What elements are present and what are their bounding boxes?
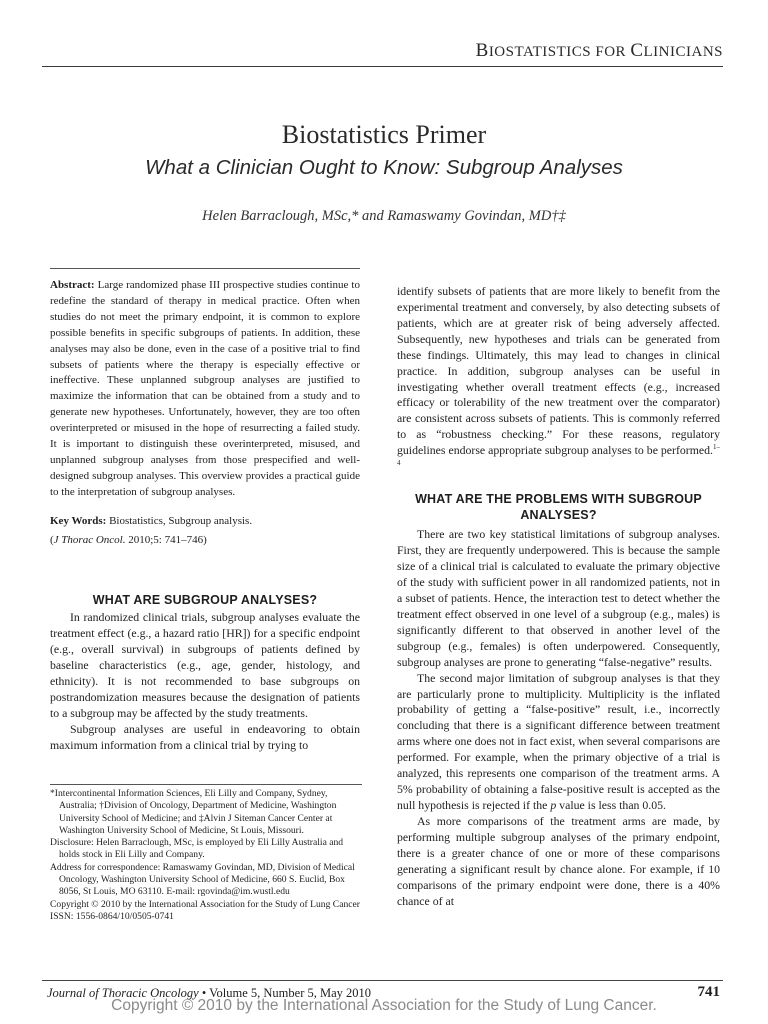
- banner-text-clinicians: LINICIANS: [643, 44, 723, 60]
- banner-letter-c: C: [630, 40, 644, 61]
- banner-letter: B: [475, 40, 489, 61]
- citation: [50, 533, 360, 548]
- abstract-text: Large randomized phase III prospective studies continue to redefine the standard of therapy in medical practice. Often when studies do not meet the primary endpoint, it is common to explore possible benefits in specific subgroups of patients. In addition, these analyses may also be done, even in the case of a positive trial to find subsets of patients where the therapy is especially effective or ineffective. These unplanned subgroup analyses are justified to maximize the information that can be obtained from a study and to generate new hypotheses. Unfortunately, however, they are too often overinterpreted or misused in the hope of resurrecting a failed study. It is important to distinguish these overinterpreted, misused, and unplanned subgroup analyses from those prespecified and well-designed subgroup analyses. This overview provides a practical guide to the interpretation of subgroup analyses.: [50, 279, 360, 498]
- paragraph-text-end: value is less than 0.05.: [556, 798, 666, 813]
- footer-volume: • Volume 5, Number 5, May 2010: [198, 986, 372, 1000]
- paragraph: There are two key statistical limitations of subgroup analyses. First, they are frequently underpowered. This is because the sample size of a clinical trial is calculated to evaluate the primary objective of the study with sufficient power in all randomized patients, not in a subset of patients. Hence, the interaction test to detect whether the treatment effect observed in one level of a subgroup (e.g., males) is significantly different to that observed in another level of the subgroup (e.g., females) is often underpowered. Consequently, subgroup analyses are prone to generating “false-negative” results.: [397, 527, 720, 669]
- footer-journal-name: Journal of Thoracic Oncology: [47, 986, 199, 1000]
- article-authors: Helen Barraclough, MSc,* and Ramaswamy Govindan, MD†‡: [202, 208, 566, 224]
- paragraph: Subgroup analyses are useful in endeavoring to obtain maximum information from a clinical trial by trying to: [50, 721, 360, 752]
- section-heading-problems: WHAT ARE THE PROBLEMS WITH SUBGROUP ANALYSES?: [415, 492, 702, 522]
- abstract-label: Abstract:: [50, 279, 95, 291]
- paragraph: In randomized clinical trials, subgroup analyses evaluate the treatment effect (e.g., a hazard ratio [HR]) for a specific endpoint (e.g., overall survival) in subgroups of patients defined by baseline characteristics (e.g., age, gender, histology, and ethnicity). It is not recommended to base subgroups on postrandomization measures because the designation of patients to a subgroup may be affected by the study treatments.: [50, 610, 360, 720]
- section1-body: [50, 610, 360, 754]
- footnote-disclosure: Disclosure: Helen Barraclough, MSc, is employed by Eli Lilly Australia and holds stock in Eli Lilly and Company.: [50, 837, 344, 861]
- footer-rule: [42, 980, 723, 981]
- footnotes: [50, 784, 362, 923]
- paragraph: [397, 284, 720, 475]
- p-variable: p: [550, 798, 557, 813]
- citation-rest: 2010;5: 741–746): [125, 534, 207, 546]
- keywords: [50, 514, 360, 529]
- footnote-correspondence: Address for correspondence: Ramaswamy Govindan, MD, Division of Medical Oncology, Washington University School of Medicine, 660 S. Euclid, Box 8056, St Louis, MO 63110. E-mail: rgovinda@im.wustl.edu: [50, 861, 355, 898]
- section-heading-subgroup-analyses: WHAT ARE SUBGROUP ANALYSES?: [92, 593, 318, 607]
- section-banner: [42, 40, 723, 67]
- banner-text-for: FOR: [595, 44, 631, 60]
- paragraph: As more comparisons of the treatment arms are made, by performing multiple subgroup analyses of the primary endpoint, there is a greater chance of one or more of these comparisons generating a significant result by chance alone. For example, if 10 comparisons of the primary endpoint were done, there is a 40% chance of at: [397, 814, 720, 908]
- footnote-issn: ISSN: 1556-0864/10/0505-0741: [50, 910, 174, 922]
- page-number: 741: [697, 984, 720, 1000]
- footnote-copyright: Copyright © 2010 by the International Association for the Study of Lung Cancer: [50, 898, 360, 910]
- article-subtitle: What a Clinician Ought to Know: Subgroup Analyses: [145, 156, 623, 179]
- section1-continued: [397, 272, 720, 487]
- reference-superscript: 1–4: [397, 443, 720, 468]
- article-title: Biostatistics Primer: [281, 120, 487, 149]
- section2-body: [397, 527, 720, 910]
- keywords-text: Biostatistics, Subgroup analysis.: [106, 515, 253, 527]
- paragraph: [397, 671, 720, 815]
- abstract-block: [50, 268, 360, 527]
- citation-open: (: [50, 534, 54, 546]
- citation-journal: J Thorac Oncol.: [53, 534, 126, 546]
- copyright-watermark: Copyright © 2010 by the International Association for the Study of Lung Cancer.: [111, 997, 657, 1014]
- banner-text: IOSTATISTICS: [488, 44, 596, 60]
- keywords-label: Key Words:: [50, 515, 107, 527]
- paragraph-text: The second major limitation of subgroup analyses is that they are particularly prone to multiplicity. Multiplicity is the inflated probability of getting a “false-positive” result, i.e., incorrectly concluding that there is a significant difference between treatment arms where one does not in fact exist, when several comparisons are performed. For example, when the primary objective of a trial is analyzed, this represents one comparison of the treatment arms. A 5% probability of obtaining a false-positive result is accepted as the null hypothesis is rejected if the: [397, 670, 720, 813]
- footnote-affiliations: *Intercontinental Information Sciences, Eli Lilly and Company, Sydney, Australia; †Division of Oncology, Department of Medicine, Washington University School of Medicine; and ‡Alvin J Siteman Cancer Center at Washington University School of Medicine, St Louis, Missouri.: [50, 788, 337, 836]
- paragraph-text: identify subsets of patients that are more likely to benefit from the experimental treatment and conversely, by also detecting subsets of patients, which are at greater risk of being adversely affected. Subsequently, new hypotheses and trials can be generated from these findings. Ultimately, this may lead to changes in clinical practice. In addition, subgroup analyses can be useful in investigating whether overall treatment effects (e.g., increased efficacy or tolerability of the new treatment over the comparator) are consistent across subsets of patients. This is commonly referred to as “robustness checking.” For these reasons, regulatory guidelines endorse appropriate subgroup analyses to be performed.: [397, 283, 720, 458]
